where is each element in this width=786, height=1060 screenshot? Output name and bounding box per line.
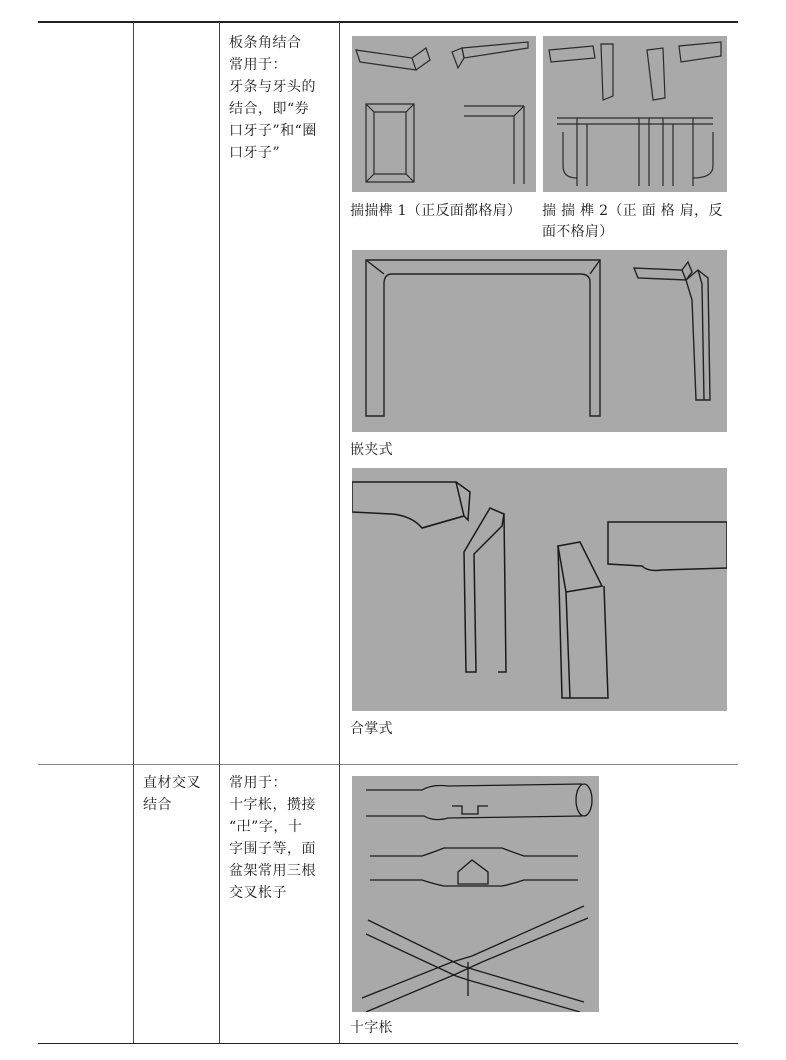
column-rule-1: [133, 22, 134, 1043]
table-bottom-rule: [38, 1043, 738, 1044]
row2-category: [143, 772, 215, 816]
caption-inlay-clamp: 嵌夹式: [350, 442, 393, 458]
palm-joint-drawing: [352, 468, 727, 711]
row-divider: [38, 764, 738, 765]
description-line: 交叉枨子: [229, 885, 287, 901]
figure-palm-joint: [352, 468, 727, 711]
description-line: 牙条与牙头的: [229, 79, 316, 95]
description-line: 盆架常用三根: [229, 863, 316, 879]
row2-description: [229, 772, 333, 904]
tenon-2-drawing: [543, 36, 727, 192]
column-rule-3: [339, 22, 340, 1043]
column-rule-2: [219, 22, 220, 1043]
description-line: 口牙子”: [229, 145, 281, 161]
inlay-clamp-drawing: [352, 250, 727, 432]
row1-description: [229, 32, 333, 164]
caption-tenon-1: 揣揣榫 1（正反面都格肩）: [350, 203, 522, 219]
figure-cross-stretcher: [352, 776, 599, 1012]
description-line: 结合，即“券: [229, 101, 310, 117]
description-line: 板条角结合: [229, 35, 302, 51]
category-line: 直材交叉: [143, 775, 201, 791]
tenon-1-drawing: [352, 36, 536, 192]
cross-stretcher-drawing: [352, 776, 599, 1012]
caption-line: 揣 揣 榫 2（正 面 格 肩，反: [542, 203, 723, 219]
caption-line: 面不格肩）: [542, 224, 614, 240]
caption-tenon-2: [542, 201, 732, 243]
figure-chuaichuai-tenon-2: [543, 36, 727, 192]
description-line: 字围子等，面: [229, 841, 316, 857]
figure-inlay-clamp: [352, 250, 727, 432]
figure-chuaichuai-tenon-1: [352, 36, 536, 192]
caption-palm-joint: 合掌式: [350, 721, 393, 737]
description-line: “卍”字，十: [229, 819, 303, 835]
caption-cross-stretcher: 十字枨: [350, 1020, 393, 1036]
description-line: 口牙子”和“圈: [229, 123, 317, 139]
description-line: 常用于：: [229, 57, 287, 73]
description-line: 常用于：: [229, 775, 287, 791]
table-top-rule: [38, 21, 738, 23]
description-line: 十字枨，攒接: [229, 797, 316, 813]
category-line: 结合: [143, 797, 172, 813]
